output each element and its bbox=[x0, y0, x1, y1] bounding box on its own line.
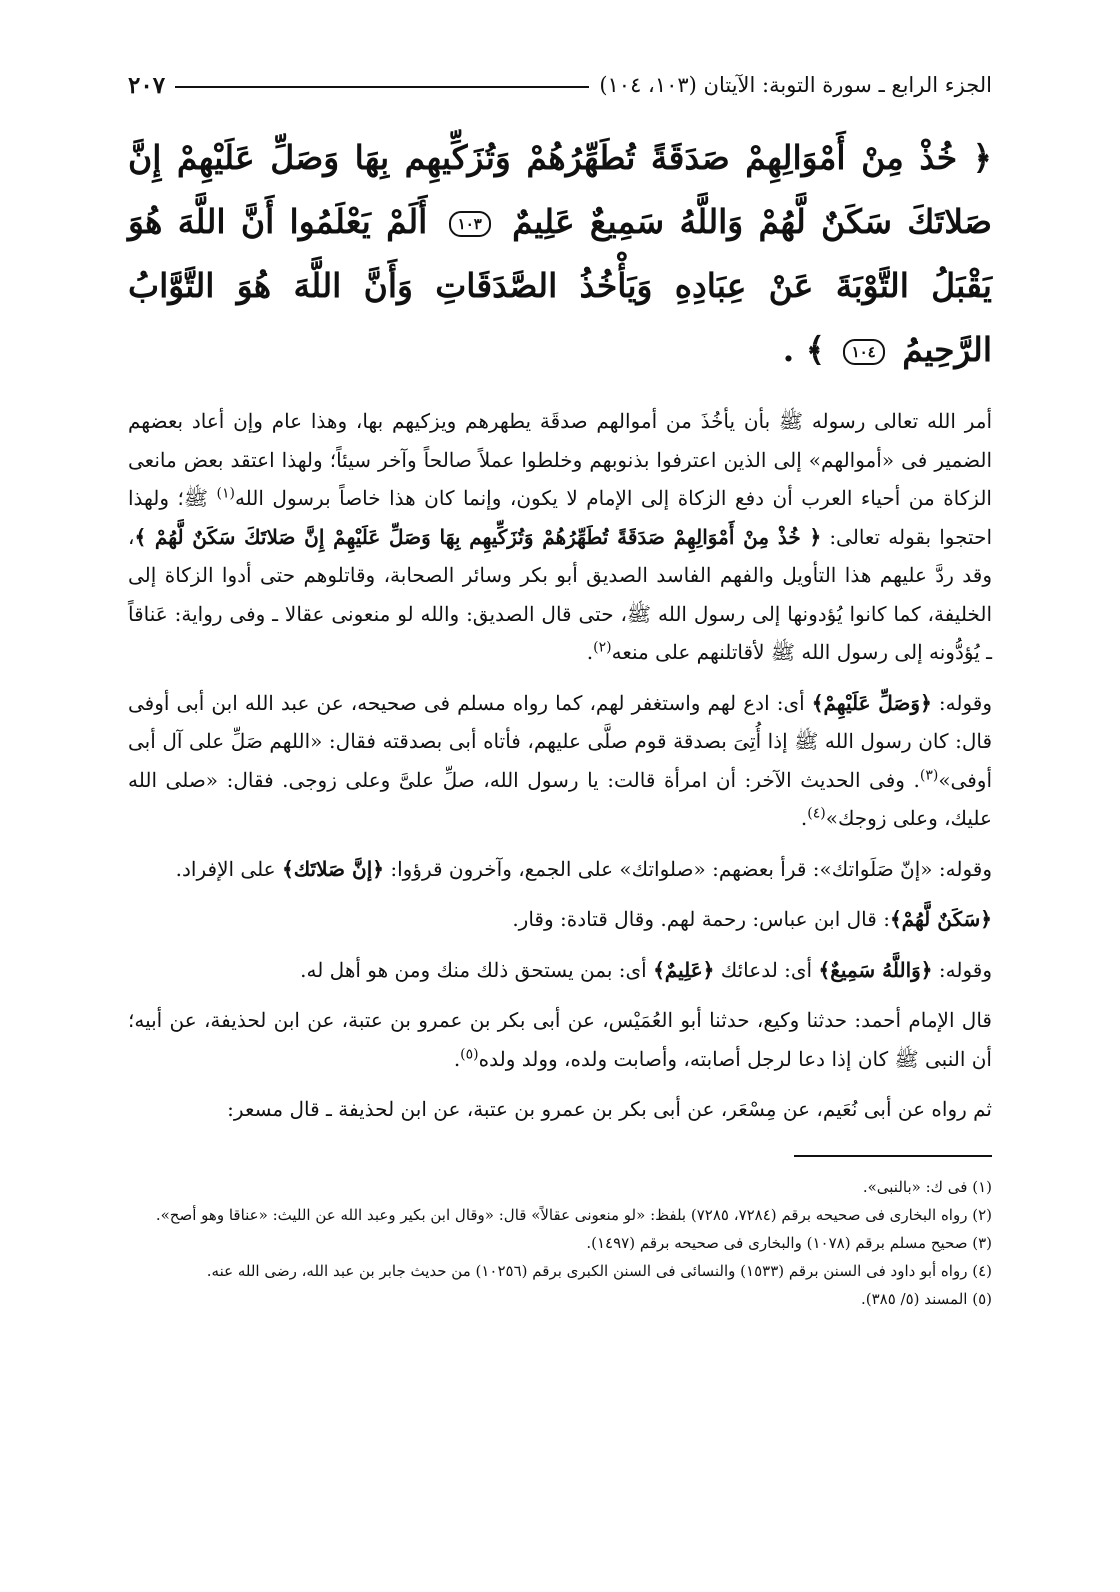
footnote-ref-1: (١) bbox=[216, 485, 235, 502]
paragraph-text: على الإفراد. bbox=[175, 856, 282, 881]
paragraph-text: وقوله: bbox=[932, 957, 992, 982]
paragraph-text: أى: بمن يستحق ذلك منك ومن هو أهل له. bbox=[300, 957, 654, 982]
paragraph-4 bbox=[128, 900, 992, 939]
quran-quote: ﴿سَكَنٌ لَّهُمْ﴾ bbox=[889, 907, 992, 931]
paragraph-text: ثم رواه عن أبى نُعَيم، عن مِسْعَر، عن أبى بكر بن عمرو بن عتبة، عن ابن لحذيفة ـ قال مسعر: bbox=[227, 1097, 992, 1121]
footnote-2: (٢) رواه البخارى فى صحيحه برقم (٧٢٨٤، ٧٢٨٥) بلفظ: «لو منعونى عقالاً» قال: «وقال ابن بكير وعبد الله عن الليث: «عناقا وهو أصح». bbox=[155, 1205, 992, 1224]
paragraph-text: أمر الله تعالى رسوله ﷺ بأن يأخُذَ من أموالهم صدقَة يطهرهم ويزكيهم بها، وهذا عام وإن أعاد بعضهم الضمير فى «أموالهم» إلى الذين اعترفوا بذنوبهم وخلطوا عملاً صالحاً وآخر سيئاً؛ ولهذا اعتقد بعض مانعى الزكاة من أحياء العرب أن دفع الزكاة إلى الإمام لا يكون، وإنما كان هذا خاصاً برسول الله bbox=[128, 409, 992, 510]
quran-quote: ﴿عَلِيمٌ﴾ bbox=[653, 957, 715, 982]
footnote-4: (٤) رواه أبو داود فى السنن برقم (١٥٣٣) والنسائى فى السنن الكبرى برقم (١٠٢٥٦) من حديث جابر بن عبد الله، رضى الله عنه. bbox=[206, 1261, 992, 1280]
footnote-3: (٣) صحيح مسلم برقم (١٠٧٨) والبخارى فى صحيحه برقم (١٤٩٧). bbox=[586, 1233, 992, 1252]
paragraph-1 bbox=[128, 402, 992, 672]
paragraph-text: . bbox=[586, 640, 594, 664]
footnote-ref-2: (٢) bbox=[593, 639, 612, 656]
paragraph-text: وقوله: bbox=[931, 690, 992, 715]
aya-number-104: ١٠٤ bbox=[843, 339, 885, 365]
paragraph-text: أى: لدعائك bbox=[714, 957, 819, 982]
paragraph-text: أى: ادع لهم واستغفر لهم، كما رواه مسلم فى صحيحه، عن عبد الله ابن أبى أوفى قال: كان رسول الله ﷺ إذا أُتِىَ بصدقة قوم صلَّى عليهم، فأتاه أبى بصدقته فقال: «اللهم صَلِّ على آل أبى أوفى» bbox=[128, 690, 993, 792]
paragraph-text: . bbox=[800, 806, 808, 830]
quran-quote: ﴿ خُذْ مِنْ أَمْوَالِهِمْ صَدَقَةً تُطَهِّرُهُمْ وَتُزَكِّيهِم بِهَا وَصَلِّ عَلَيْهِمْ إِنَّ صَلاتَكَ سَكَنٌ لَّهُمْ ﴾ bbox=[134, 524, 822, 549]
header-rule bbox=[175, 86, 589, 88]
page-number: ٢٠٧ bbox=[128, 71, 166, 99]
verse-text-104: أَلَمْ يَعْلَمُوا أَنَّ اللَّهَ هُوَ يَقْبَلُ التَّوْبَةَ عَنْ عِبَادِهِ وَيَأْخُذُ الصَّدَقَاتِ وَأَنَّ اللَّهَ هُوَ التَّوَّابُ الرَّحِيمُ bbox=[128, 202, 992, 369]
verse-text-103: خُذْ مِنْ أَمْوَالِهِمْ صَدَقَةً تُطَهِّرُهُمْ وَتُزَكِّيهِم بِهَا وَصَلِّ عَلَيْهِمْ إِنَّ صَلاتَكَ سَكَنٌ لَّهُمْ وَاللَّهُ سَمِيعٌ عَلِيمٌ bbox=[128, 138, 993, 241]
footnote-1: (١) فى ك: «بالنبى». bbox=[862, 1177, 992, 1196]
verse-open-bracket: ﴿ bbox=[972, 138, 992, 177]
paragraph-5 bbox=[128, 951, 992, 990]
paragraph-text: : قال ابن عباس: رحمة لهم. وقال قتادة: وقار. bbox=[512, 907, 890, 931]
paragraph-7 bbox=[128, 1090, 992, 1129]
footnote-ref-3: (٣) bbox=[919, 766, 939, 783]
verse-close-bracket: ﴾ . bbox=[782, 330, 826, 369]
footnote-separator bbox=[794, 1155, 992, 1157]
footnote-ref-5: (٥) bbox=[460, 1045, 479, 1062]
paragraph-text: ﷺ؛ ولهذا احتجوا بقوله تعالى: bbox=[128, 486, 992, 549]
quran-quote: ﴿وَصَلِّ عَلَيْهِمْ﴾ bbox=[811, 690, 932, 715]
paragraph-6 bbox=[128, 1001, 992, 1078]
paragraph-text: وقوله: «إنّ صَلَواتك»: قرأ بعضهم: «صلواتك» على الجمع، وآخرون قرؤوا: bbox=[383, 856, 992, 881]
paragraph-text: ، وقد ردَّ عليهم هذا التأويل والفهم الفاسد الصديق أبو بكر وسائر الصحابة، وقاتلوهم حتى أدوا الزكاة إلى الخليفة، كما كانوا يُؤدونها إلى رسول الله ﷺ، حتى قال الصديق: والله لو منعونى عقالا ـ وفى رواية: عَناقاً ـ يُؤدُّونه إلى رسول الله ﷺ لأقاتلنهم على منعه bbox=[128, 524, 992, 664]
page-header bbox=[128, 62, 992, 108]
footnote-5: (٥) المسند (٥/ ٣٨٥). bbox=[860, 1289, 992, 1308]
quran-verse-block bbox=[128, 126, 992, 382]
paragraph-text: قال الإمام أحمد: حدثنا وكيع، حدثنا أبو العُمَيْس، عن أبى بكر بن عمرو بن عتبة، عن ابن لحذيفة، عن أبيه؛ أن النبى ﷺ كان إذا دعا لرجل أصابته، وأصابت ولده، وولد ولده bbox=[128, 1008, 992, 1071]
footnotes bbox=[128, 1173, 992, 1313]
paragraph-3 bbox=[128, 850, 992, 889]
footnote-ref-4: (٤) bbox=[807, 805, 826, 822]
paragraph-2 bbox=[128, 684, 992, 838]
paragraph-text: . وفى الحديث الآخر: أن امرأة قالت: يا رسول الله، صلِّ علىَّ وعلى زوجى. فقال: «صلى الله عليك، وعلى زوجك» bbox=[128, 767, 992, 830]
paragraph-text: . bbox=[453, 1046, 461, 1071]
running-title: الجزء الرابع ـ سورة التوبة: الآيتان (١٠٣، ١٠٤) bbox=[599, 73, 992, 97]
quran-quote: ﴿وَاللَّهُ سَمِيعٌ﴾ bbox=[818, 957, 933, 982]
quran-quote: ﴿إنَّ صَلاتَك﴾ bbox=[281, 856, 384, 881]
aya-number-103: ١٠٣ bbox=[449, 211, 491, 237]
